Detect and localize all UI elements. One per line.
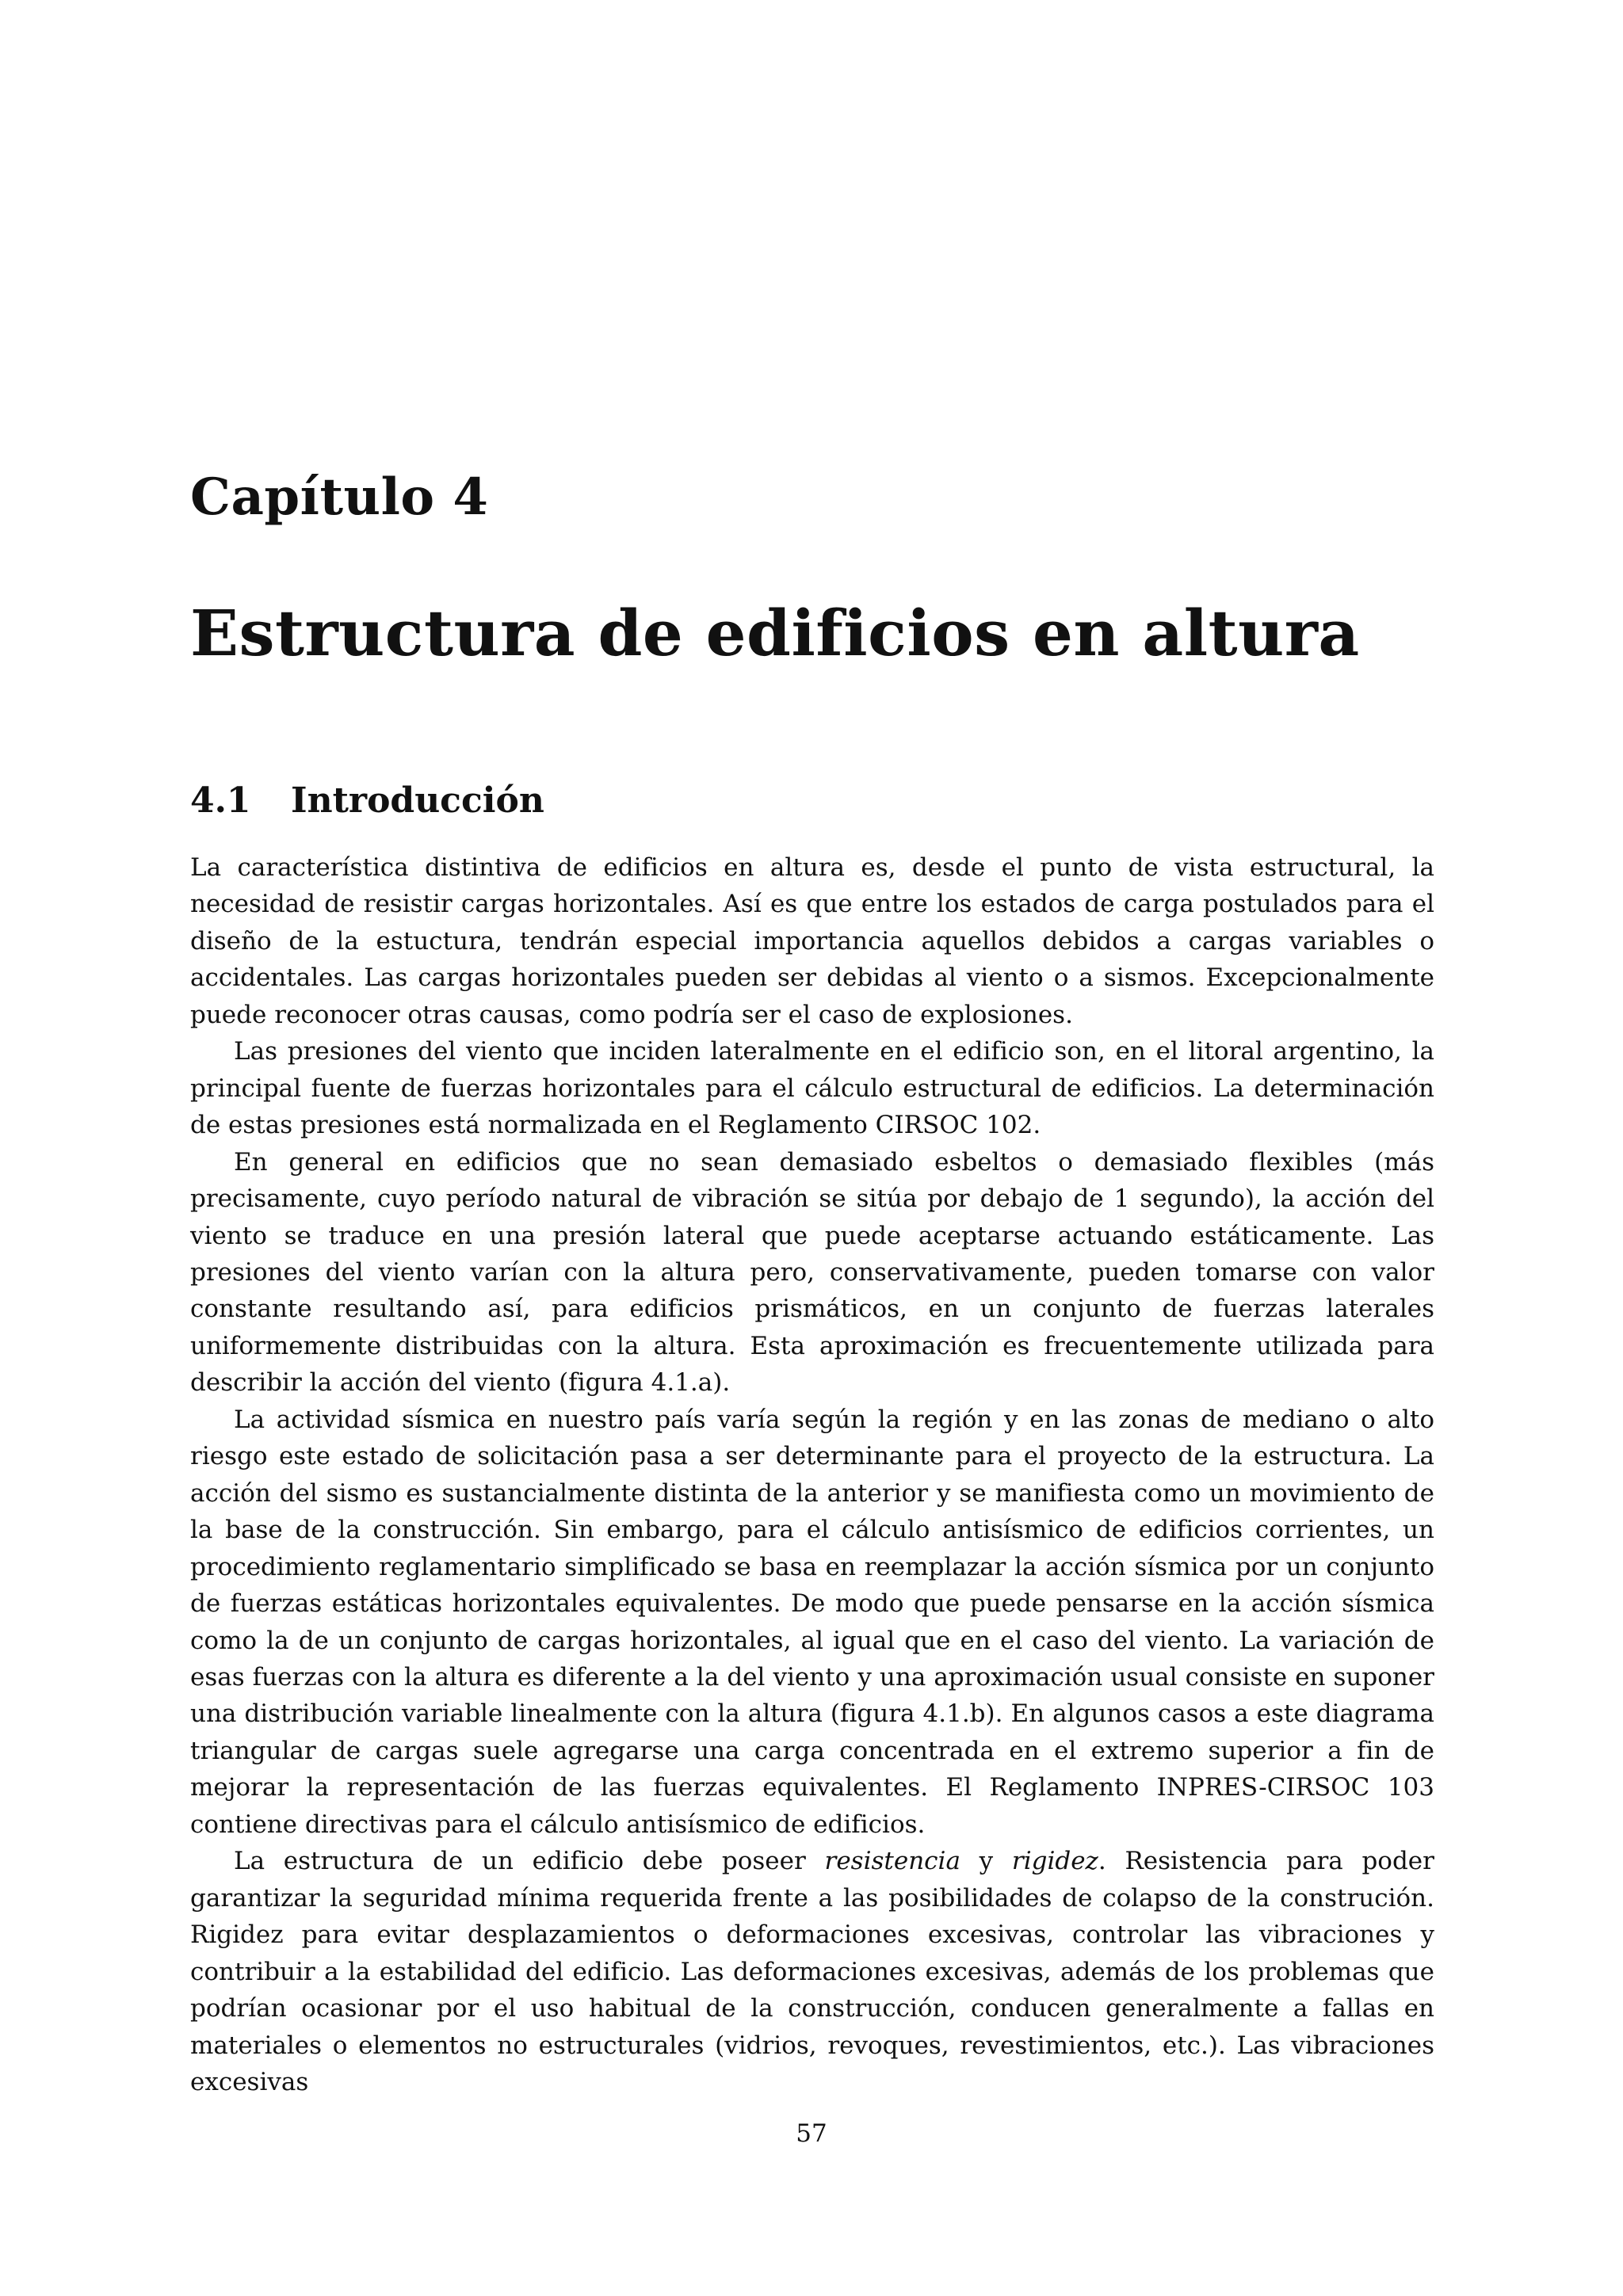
- paragraph-5-text-end: . Resistencia para poder garantizar la seguridad mínima requerida frente a las posibilidades de colapso de la construción. Rigidez para evitar desplazamientos o deformaciones excesivas, controlar las vibraciones y contribuir a la estabilidad del edificio. Las deformaciones excesivas, además de los problemas que podrían ocasionar por el uso habitual de la construcción, conducen generalmente a fallas en materiales o elementos no estructurales (vidrios, revoques, revestimientos, etc.). Las vibraciones excesivas: [190, 1847, 1434, 2096]
- paragraph-3: En general en edificios que no sean demasiado esbeltos o demasiado flexibles (más precisamente, cuyo período natural de vibración se sitúa por debajo de 1 segundo), la acción del viento se traduce en una presión lateral que puede aceptarse actuando estáticamente. Las presiones del viento varían con la altura pero, conservativamente, pueden tomarse con valor constante resultando así, para edificios prismáticos, en un conjunto de fuerzas laterales uniformemente distribuidas con la altura. Esta aproximación es frecuentemente utilizada para describir la acción del viento (figura 4.1.a).: [190, 1147, 1434, 1398]
- chapter-title: Estructura de edificios en altura: [190, 596, 1360, 670]
- section-number: 4.1: [190, 780, 251, 821]
- paragraph-1: La característica distintiva de edificios en altura es, desde el punto de vista estructural, la necesidad de resistir cargas horizontales. Así es que entre los estados de carga postulados para el diseño de la estuctura, tendrán especial importancia aquellos debidos a cargas variables o accidentales. Las cargas horizontales pueden ser debidas al viento o a sismos. Excepcionalmente puede reconocer otras causas, como podría ser el caso de explosiones.: [190, 853, 1434, 1029]
- paragraph-4: La actividad sísmica en nuestro país varía según la región y en las zonas de mediano o alto riesgo este estado de solicitación pasa a ser determinante para el proyecto de la estructura. La acción del sismo es sustancialmente distinta de la anterior y se manifiesta como un movimiento de la base de la construcción. Sin embargo, para el cálculo antisísmico de edificios corrientes, un procedimiento reglamentario simplificado se basa en reemplazar la acción sísmica por un conjunto de fuerzas estáticas horizontales equivalentes. De modo que puede pensarse en la acción sísmica como la de un conjunto de cargas horizontales, al igual que en el caso del viento. La variación de esas fuerzas con la altura es diferente a la del viento y una aproximación usual consiste en suponer una distribución variable linealmente con la altura (figura 4.1.b). En algunos casos a este diagrama triangular de cargas suele agregarse una carga concentrada en el extremo superior a fin de mejorar la representación de las fuerzas equivalentes. El Reglamento INPRES-CIRSOC 103 contiene directivas para el cálculo antisísmico de edificios.: [190, 1405, 1434, 1839]
- paragraph-5-text-start: La estructura de un edificio debe poseer: [234, 1847, 825, 1876]
- paragraph-5-text-middle: y: [960, 1847, 1012, 1876]
- emphasis-resistencia: resistencia: [824, 1847, 960, 1876]
- paragraph-5: [190, 1843, 1434, 2100]
- body-text: [190, 849, 1434, 2100]
- chapter-label: Capítulo 4: [190, 467, 489, 527]
- emphasis-rigidez: rigidez: [1011, 1847, 1098, 1876]
- section-heading: [190, 780, 544, 821]
- paragraph-2: Las presiones del viento que inciden lateralmente en el edificio son, en el litoral argentino, la principal fuente de fuerzas horizontales para el cálculo estructural de edificios. La determinación de estas presiones está normalizada en el Reglamento CIRSOC 102.: [190, 1037, 1434, 1140]
- page-number: 57: [796, 2119, 827, 2148]
- section-title: Introducción: [291, 780, 544, 821]
